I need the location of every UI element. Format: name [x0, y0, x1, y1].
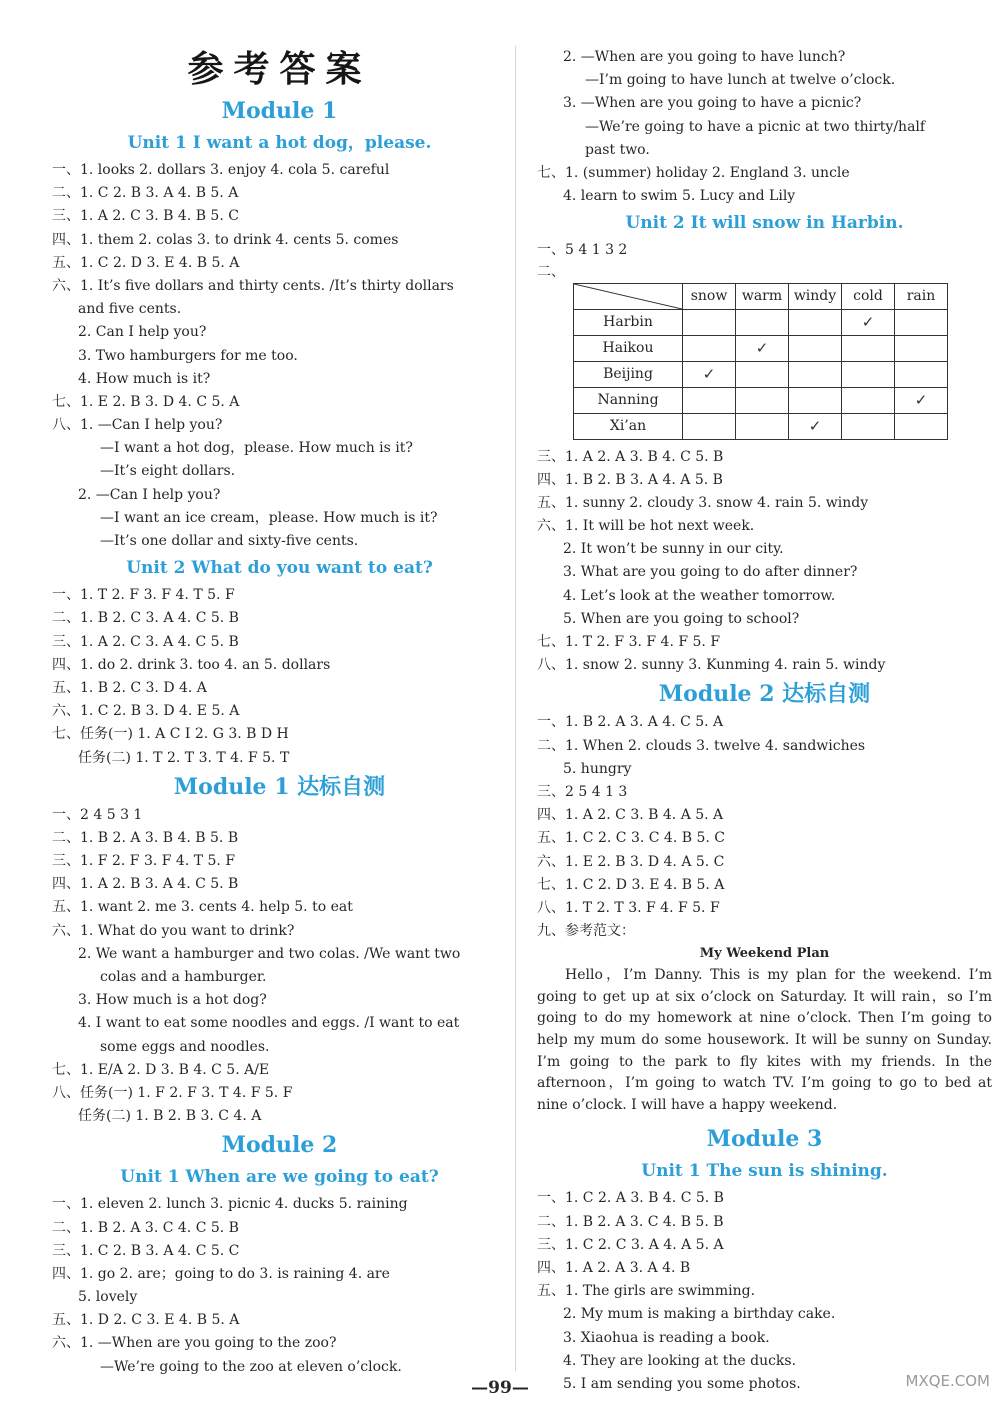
- answer-line: 四、1. A 2. A 3. A 4. B: [537, 1259, 691, 1276]
- answer-line: 三、1. C 2. C 3. A 4. A 5. A: [537, 1236, 724, 1253]
- answer-line: 3. What are you going to do after dinner?: [563, 564, 858, 581]
- answer-line: 一、1. T 2. F 3. F 4. T 5. F: [52, 587, 235, 604]
- answer-line: 3. How much is a hot dog?: [78, 992, 267, 1009]
- answer-line: 三、1. F 2. F 3. F 4. T 5. F: [52, 853, 236, 870]
- answer-line: 三、1. A 2. A 3. B 4. C 5. B: [537, 448, 724, 465]
- weather-header: rain: [895, 283, 948, 309]
- answer-line: 三、1. A 2. C 3. A 4. C 5. B: [52, 633, 239, 650]
- page-title: 参考答案: [187, 49, 372, 90]
- weather-table: [573, 283, 948, 440]
- check-cell: [789, 309, 842, 335]
- answer-line: 3. Two hamburgers for me too.: [78, 347, 298, 364]
- weather-header: warm: [736, 283, 789, 309]
- answer-line: 七、任务(一) 1. A C I 2. G 3. B D H: [52, 726, 289, 743]
- answer-line: 3. —When are you going to have a picnic?: [563, 95, 862, 112]
- unit-heading: Unit 1 I want a hot dog，please.: [127, 133, 432, 153]
- answer-line: 2. Can I help you?: [78, 324, 207, 341]
- answer-line: —We’re going to have a picnic at two thirty/half: [585, 118, 926, 135]
- answer-line: 五、1. B 2. C 3. D 4. A: [52, 679, 207, 696]
- check-cell: [842, 335, 895, 361]
- weather-table-row: [574, 413, 948, 439]
- check-mark-icon: ✓: [683, 361, 736, 387]
- weather-header: cold: [842, 283, 895, 309]
- answer-line: 任务(二) 1. T 2. T 3. T 4. F 5. T: [78, 749, 290, 766]
- answer-line: colas and a hamburger.: [100, 969, 267, 985]
- answer-line: 二、1. B 2. A 3. B 4. B 5. B: [52, 829, 239, 846]
- answer-line: 五、1. The girls are swimming.: [537, 1283, 756, 1300]
- weather-table-row: [574, 335, 948, 361]
- answer-line: past two.: [585, 141, 650, 158]
- weather-header: snow: [683, 283, 736, 309]
- answer-line: 六、1. —When are you going to the zoo?: [52, 1335, 337, 1352]
- weather-table-row: [574, 309, 948, 335]
- answer-line: 2. —When are you going to have lunch?: [563, 49, 846, 65]
- answer-line: —I’m going to have lunch at twelve o’clock.: [585, 72, 896, 89]
- answer-line: 5. I am sending you some photos.: [563, 1375, 801, 1392]
- check-cell: [895, 361, 948, 387]
- answer-line: 六、1. It will be hot next week.: [537, 518, 755, 535]
- answer-line: —I want a hot dog，please. How much is it?: [100, 440, 413, 457]
- answer-line: 八、1. snow 2. sunny 3. Kunming 4. rain 5. windy: [537, 657, 886, 674]
- weather-table-row: [574, 361, 948, 387]
- answer-line: 四、1. A 2. B 3. A 4. C 5. B: [52, 876, 239, 893]
- answer-line: 3. Xiaohua is reading a book.: [563, 1329, 770, 1346]
- answer-line: 5. lovely: [78, 1289, 138, 1306]
- city-cell: Harbin: [574, 309, 683, 335]
- watermark: MXQE.COM: [905, 1372, 990, 1390]
- answer-line: 五、1. sunny 2. cloudy 3. snow 4. rain 5. windy: [537, 494, 869, 511]
- answer-line: 4. learn to swim 5. Lucy and Lily: [563, 188, 796, 205]
- answer-line: 七、1. C 2. D 3. E 4. B 5. A: [537, 876, 725, 893]
- answer-line: 四、1. them 2. colas 3. to drink 4. cents 5. comes: [52, 231, 399, 248]
- answer-line: 四、1. do 2. drink 3. too 4. an 5. dollars: [52, 656, 331, 673]
- answer-line: 2. It won’t be sunny in our city.: [563, 541, 784, 558]
- check-mark-icon: ✓: [842, 309, 895, 335]
- city-cell: Haikou: [574, 335, 683, 361]
- check-cell: [789, 335, 842, 361]
- city-cell: Xi’an: [574, 413, 683, 439]
- unit-heading: Unit 2 What do you want to eat?: [126, 558, 433, 579]
- check-mark-icon: ✓: [789, 413, 842, 439]
- answer-line: 六、1. E 2. B 3. D 4. A 5. C: [537, 853, 725, 870]
- check-mark-icon: ✓: [736, 335, 789, 361]
- answer-line: 七、1. (summer) holiday 2. England 3. uncle: [537, 164, 850, 181]
- answer-line: 五、1. D 2. C 3. E 4. B 5. A: [52, 1312, 240, 1329]
- answer-line: 2. My mum is making a birthday cake.: [563, 1306, 836, 1323]
- diagonal-header-cell: [574, 283, 683, 309]
- answer-line: 4. Let’s look at the weather tomorrow.: [563, 587, 836, 604]
- city-cell: Beijing: [574, 361, 683, 387]
- module-heading: Module 1: [221, 98, 338, 124]
- essay-title: My Weekend Plan: [699, 946, 830, 962]
- answer-line: 六、1. It’s five dollars and thirty cents. /It’s thirty dollars: [52, 277, 454, 294]
- answer-line: 5. hungry: [563, 760, 632, 777]
- answer-line: 一、1. looks 2. dollars 3. enjoy 4. cola 5. careful: [52, 162, 390, 178]
- check-cell: [842, 387, 895, 413]
- answer-line: 八、1. —Can I help you?: [52, 417, 223, 434]
- answer-line: 四、1. B 2. B 3. A 4. A 5. B: [537, 471, 723, 488]
- column-divider: [515, 46, 516, 1371]
- check-cell: [842, 413, 895, 439]
- answer-line: 八、1. T 2. T 3. F 4. F 5. F: [537, 899, 720, 916]
- weather-table-header-row: [574, 283, 948, 309]
- check-cell: [895, 335, 948, 361]
- check-cell: [683, 413, 736, 439]
- check-cell: [789, 361, 842, 387]
- answer-line: 四、1. A 2. C 3. B 4. A 5. A: [537, 807, 724, 824]
- answer-line: some eggs and noodles.: [100, 1038, 270, 1055]
- answer-line: 4. They are looking at the ducks.: [563, 1352, 797, 1369]
- answer-line: 一、5 4 1 3 2: [537, 242, 628, 259]
- answer-line: —I want an ice cream，please. How much is it?: [100, 509, 438, 526]
- answer-line: 九、参考范文：: [537, 923, 635, 940]
- page-number: —99—: [471, 1378, 529, 1398]
- answer-line: —It’s one dollar and sixty-five cents.: [100, 533, 359, 549]
- answer-line: —We’re going to the zoo at eleven o’clock.: [100, 1358, 402, 1375]
- check-cell: [683, 387, 736, 413]
- check-cell: [895, 413, 948, 439]
- check-cell: [683, 335, 736, 361]
- check-cell: [683, 309, 736, 335]
- check-cell: [736, 387, 789, 413]
- answer-line: 二、1. B 2. C 3. A 4. C 5. B: [52, 610, 239, 627]
- city-cell: Nanning: [574, 387, 683, 413]
- check-mark-icon: ✓: [895, 387, 948, 413]
- answer-line: and five cents.: [78, 301, 182, 318]
- answer-line: —It’s eight dollars.: [100, 463, 236, 480]
- answer-line: 2. —Can I help you?: [78, 486, 221, 503]
- answer-line: 任务(二) 1. B 2. B 3. C 4. A: [78, 1108, 262, 1125]
- module-test-heading: Module 1 达标自测: [173, 773, 386, 800]
- answer-line: 三、2 5 4 1 3: [537, 783, 628, 800]
- answer-line: 5. When are you going to school?: [563, 610, 800, 627]
- answer-line: 三、1. A 2. C 3. B 4. B 5. C: [52, 208, 239, 225]
- check-cell: [789, 387, 842, 413]
- answer-line: 六、1. C 2. B 3. D 4. E 5. A: [52, 703, 240, 720]
- left-column: [52, 46, 507, 1379]
- answer-line: 八、任务(一) 1. F 2. F 3. T 4. F 5. F: [52, 1084, 293, 1101]
- module-heading: Module 3: [706, 1126, 823, 1153]
- module-test-heading: Module 2 达标自测: [658, 681, 871, 708]
- answer-line: 七、1. T 2. F 3. F 4. F 5. F: [537, 634, 721, 650]
- answer-line: 二、1. B 2. A 3. C 4. B 5. B: [537, 1213, 724, 1230]
- unit-heading: Unit 1 The sun is shining.: [641, 1161, 888, 1182]
- check-cell: [736, 309, 789, 335]
- answer-line: 一、1. eleven 2. lunch 3. picnic 4. ducks 5. raining: [52, 1196, 408, 1213]
- answer-line: 2. We want a hamburger and two colas. /We want two: [78, 945, 461, 962]
- weather-header: windy: [789, 283, 842, 309]
- answer-line: 二、1. When 2. clouds 3. twelve 4. sandwiches: [537, 737, 866, 754]
- answer-line: 七、1. E 2. B 3. D 4. C 5. A: [52, 393, 240, 410]
- answer-line: 一、1. B 2. A 3. A 4. C 5. A: [537, 714, 724, 731]
- answer-line: 4. I want to eat some noodles and eggs. /I want to eat: [78, 1015, 460, 1032]
- check-cell: [736, 361, 789, 387]
- answer-line: 四、1. go 2. are；going to do 3. is raining 4. are: [52, 1265, 390, 1282]
- answer-line: 五、1. C 2. D 3. E 4. B 5. A: [52, 254, 240, 271]
- answer-line: 一、1. C 2. A 3. B 4. C 5. B: [537, 1190, 724, 1207]
- answer-line: 三、1. C 2. B 3. A 4. C 5. C: [52, 1242, 240, 1259]
- essay-paragraph: Hello，I’m Danny. This is my plan for the weekend. I’m going to get up at six o’clock on Saturday. It will rain，so I’m going to do my homework at nine o’clock. Then I’m going to help my mum do some housework. It will be sunny on Sunday. I’m going to the park to fly kites with my friends. In the afternoon，I’m going to watch TV. I’m going to go to bed at nine o’clock. I will have a happy weekend.: [537, 967, 992, 1113]
- check-cell: [736, 413, 789, 439]
- answer-line: 七、1. E/A 2. D 3. B 4. C 5. A/E: [52, 1061, 270, 1078]
- answer-line: 二、: [537, 263, 565, 280]
- answer-line: 二、1. C 2. B 3. A 4. B 5. A: [52, 185, 239, 202]
- unit-heading: Unit 1 When are we going to eat?: [120, 1167, 439, 1188]
- weather-table-row: [574, 387, 948, 413]
- answer-line: 五、1. C 2. C 3. C 4. B 5. C: [537, 830, 725, 847]
- check-cell: [842, 361, 895, 387]
- answer-line: 4. How much is it?: [78, 370, 211, 387]
- module-heading: Module 2: [221, 1132, 338, 1159]
- unit-heading: Unit 2 It will snow in Harbin.: [625, 213, 904, 234]
- answer-line: 一、2 4 5 3 1: [52, 806, 143, 823]
- diagonal-line: [574, 284, 682, 309]
- answer-line: 二、1. B 2. A 3. C 4. C 5. B: [52, 1219, 239, 1236]
- answer-line: 五、1. want 2. me 3. cents 4. help 5. to eat: [52, 899, 353, 916]
- answer-line: 六、1. What do you want to drink?: [52, 922, 295, 939]
- right-column: [537, 46, 992, 1396]
- check-cell: [895, 309, 948, 335]
